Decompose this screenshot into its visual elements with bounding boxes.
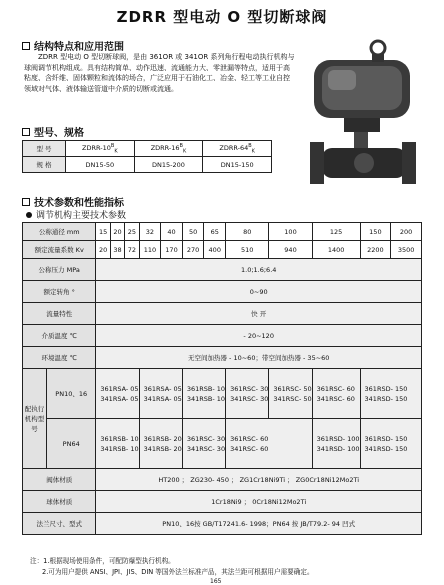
section-tech-sub-label: 调节机构主要技术参数 [36,211,127,221]
section-tech-sub-heading [26,208,126,221]
section-structure-label: 结构特点和应用范围 [34,42,124,53]
ball-material-value: 1Cr18Ni9 ； 0Cr18Ni12Mo2Ti [96,491,422,513]
kv-value: 1400 [312,241,360,259]
model-cell: ZDRR-$10^B_K$ [66,141,135,157]
dn-value: 65 [204,223,226,241]
dn-label: 公称通径 mm [23,223,96,241]
kv-value: 110 [139,241,161,259]
actuator-label: 配执行机构型号 [23,369,47,469]
actuator-model-cell: 361RSA- 05 341RSA- 05 [139,369,182,419]
page-title: ZDRR 型电动 O 型切断球阀 [116,8,328,26]
flow-characteristic-label: 流量特性 [23,303,96,325]
section-tech-heading [22,194,124,209]
model-cell: ZDRR-$16^B_K$ [134,141,203,157]
section-model-heading [22,124,84,139]
kv-value: 2200 [360,241,391,259]
kv-value: 940 [269,241,312,259]
kv-value: 72 [125,241,139,259]
dn-value: 200 [391,223,422,241]
flange-label: 法兰尺寸、型式 [23,513,96,535]
kv-value: 20 [96,241,110,259]
notes [30,556,314,578]
square-bullet-icon [22,198,30,206]
spec-cell: DN15-150 [203,157,272,173]
section-tech-label: 技术参数和性能指标 [34,198,124,209]
kv-value: 3500 [391,241,422,259]
spec-cell: DN15-50 [66,157,135,173]
body-material-value: HT200 ； ZG230- 450 ； ZG1Cr18Ni9Ti ； ZG0Cr18Ni12Mo2Ti [96,469,422,491]
actuator-model-cell: 361RSB- 10 341RSB- 10 [182,369,225,419]
square-bullet-icon [22,128,30,136]
actuator-model-cell: 361RSB- 20 341RSB- 20 [139,419,182,469]
square-bullet-icon [22,42,30,50]
valve-actuator-image [292,30,432,210]
kv-label: 额定流量系数 Kv [23,241,96,259]
actuator-model-cell: 361RSC- 50 341RSC- 50 [269,369,312,419]
actuator-model-cell: 361RSA- 05 341RSA- 05 [96,369,139,419]
ambient-temp-label: 环境温度 ℃ [23,347,96,369]
kv-value: 170 [161,241,183,259]
kv-value: 400 [204,241,226,259]
medium-temp-label: 介质温度 ℃ [23,325,96,347]
model-cell: ZDRR-$64^B_K$ [203,141,272,157]
note-line: 2.可为用户提供 ANSI、JPI、JIS、DIN 等国外法兰标准产品，其法兰距可根据用户需要确定。 [42,568,314,576]
dn-value: 80 [226,223,269,241]
params-table [22,222,422,535]
actuator-model-cell: 361RSC- 30 341RSC- 30 [226,369,269,419]
angle-label: 额定转角 ° [23,281,96,303]
actuator-model-cell: 361RSD- 150 341RSD- 150 [360,369,421,419]
angle-value: 0~90 [96,281,422,303]
ball-material-label: 球体材质 [23,491,96,513]
actuator-model-cell: 361RSC- 60 341RSC- 60 [312,369,360,419]
kv-value: 510 [226,241,269,259]
page-number: 165 [210,578,222,585]
round-bullet-icon [26,212,32,218]
pn1016-label: PN10、16 [47,369,96,419]
section-structure-heading [22,38,124,53]
actuator-model-cell: 361RSB- 10 341RSB- 10 [96,419,139,469]
model-row-label: 型 号 [23,141,66,157]
body-material-label: 阀体材质 [23,469,96,491]
actuator-model-cell: 361RSC- 60 341RSC- 60 [226,419,313,469]
kv-value: 270 [182,241,204,259]
dn-value: 100 [269,223,312,241]
kv-value: 38 [110,241,124,259]
flow-characteristic-value: 快 开 [96,303,422,325]
pressure-label: 公称压力 MPa [23,259,96,281]
pressure-value: 1.0;1.6;6.4 [96,259,422,281]
actuator-model-cell: 361RSC- 30 341RSC- 30 [182,419,225,469]
dn-value: 40 [161,223,183,241]
dn-value: 150 [360,223,391,241]
note-line: 注：1.根据现场使用条件，可配防爆型执行机构。 [30,557,175,565]
dn-value: 125 [312,223,360,241]
pn64-label: PN64 [47,419,96,469]
dn-value: 20 [110,223,124,241]
spec-cell: DN15-200 [134,157,203,173]
intro-paragraph: ZDRR 型电动 O 型切断球阀，是由 361OR 或 341OR 系列角行程电动执行机构与球阀调节机构组成。具有结构简单、动作迅速、流通能力大、零泄漏等特点，适用于高粘度、含纤维、固体颗粒和流体的场合，广泛应用于石油化工、冶金、轻工等工业自控领域对气体、液体输送管道中介质的切断或流通。 [24,53,295,93]
section-model-label: 型号、规格 [34,128,84,139]
medium-temp-value: - 20~120 [96,325,422,347]
actuator-model-cell: 361RSD- 100 341RSD- 100 [312,419,360,469]
flange-value: PN10、16按 GB/T17241.6- 1998；PN64 按 JB/T79.2- 94 凹式 [96,513,422,535]
dn-value: 50 [182,223,204,241]
dn-value: 15 [96,223,110,241]
actuator-model-cell: 361RSD- 150 341RSD- 150 [360,419,421,469]
ambient-temp-value: 无空间加热器 - 10~60；带空间加热器 - 35~60 [96,347,422,369]
model-table [22,140,272,173]
dn-value: 32 [139,223,161,241]
spec-row-label: 规 格 [23,157,66,173]
dn-value: 25 [125,223,139,241]
